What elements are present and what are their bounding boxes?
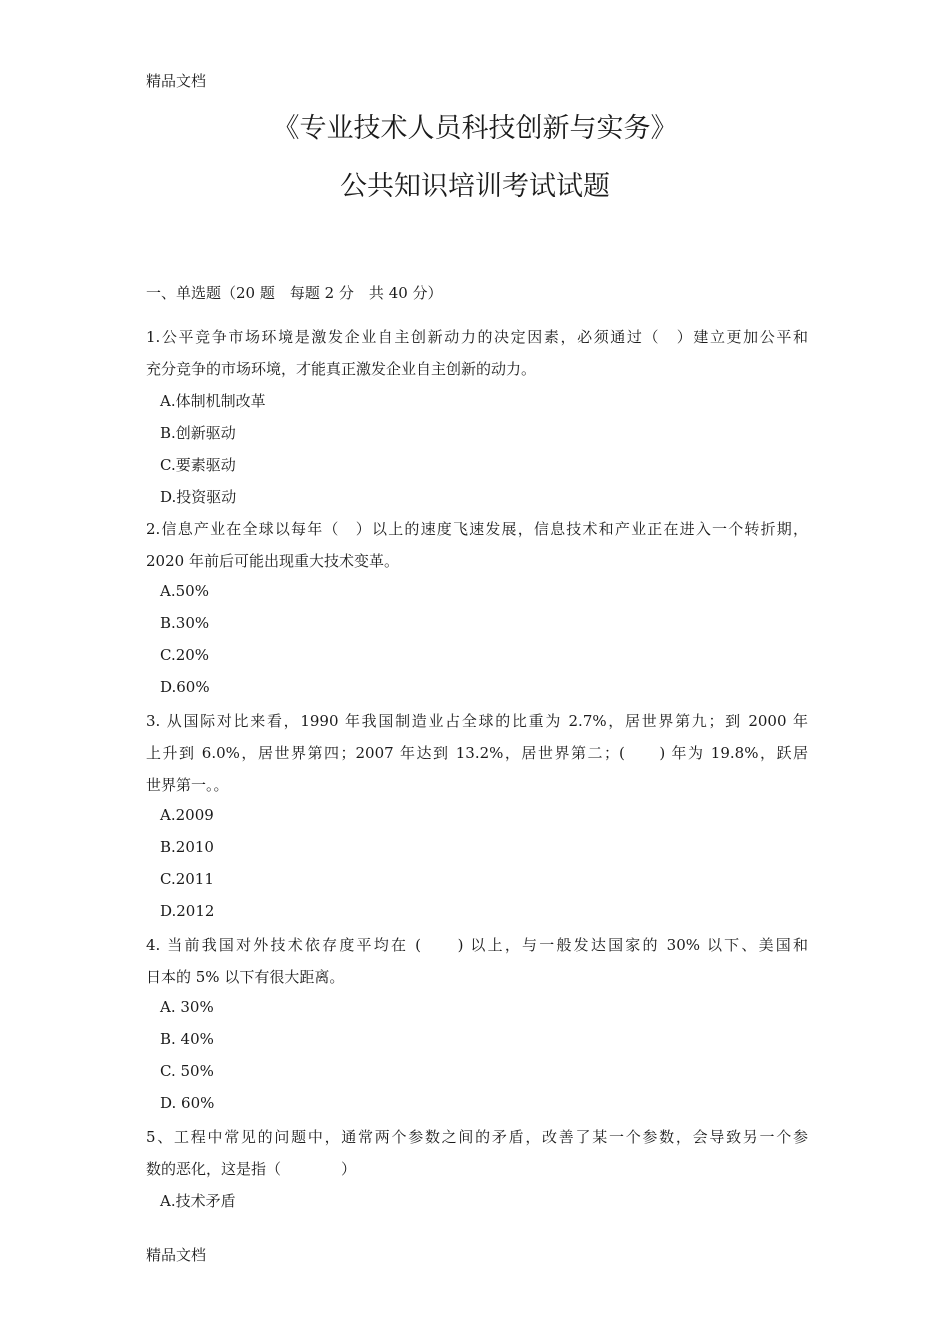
question-1-line-2: 充分竞争的市场环境，才能真正激发企业自主创新的动力。 (146, 360, 537, 378)
question-5-line-1: 5、工程中常见的问题中，通常两个参数之间的矛盾，改善了某一个参数，会导致另一个参 (146, 1128, 808, 1146)
question-4-option-d: D. 60% (160, 1094, 215, 1112)
question-1-option-a: A.体制机制改革 (160, 392, 266, 410)
question-1-option-b: B.创新驱动 (160, 424, 236, 442)
question-2-line-1: 2.信息产业在全球以每年（ ）以上的速度飞速发展，信息技术和产业正在进入一个转折期， (146, 520, 808, 538)
question-5-line-2: 数的恶化，这是指（ ） (146, 1160, 357, 1178)
question-4-line-2: 日本的 5% 以下有很大距离。 (146, 968, 345, 986)
question-2-option-d: D.60% (160, 678, 210, 696)
document-title: 《专业技术人员科技创新与实务》 (272, 113, 678, 144)
question-3-option-c: C.2011 (160, 870, 214, 888)
question-2-option-a: A.50% (160, 582, 209, 600)
page-footer: 精品文档 (146, 1246, 207, 1264)
page-header: 精品文档 (146, 72, 207, 90)
question-1-line-1: 1.公平竞争市场环境是激发企业自主创新动力的决定因素，必须通过（ ）建立更加公平和 (146, 328, 808, 346)
question-3-option-b: B.2010 (160, 838, 214, 856)
question-2-option-c: C.20% (160, 646, 210, 664)
question-3-option-a: A.2009 (160, 806, 214, 824)
question-1-option-c: C.要素驱动 (160, 456, 236, 474)
document-subtitle: 公共知识培训考试试题 (340, 171, 610, 202)
question-3-line-1: 3. 从国际对比来看，1990 年我国制造业占全球的比重为 2.7%，居世界第九；到 2000 年 (146, 712, 808, 730)
question-2-option-b: B.30% (160, 614, 210, 632)
question-4-option-c: C. 50% (160, 1062, 214, 1080)
question-4-line-1: 4. 当前我国对外技术依存度平均在 ( ) 以上，与一般发达国家的 30% 以下、美国和 (146, 936, 808, 954)
question-3-option-d: D.2012 (160, 902, 215, 920)
section-heading: 一、单选题（20 题 每题 2 分 共 40 分） (146, 284, 443, 302)
question-3-line-3: 世界第一。。 (146, 776, 229, 794)
question-4-option-a: A. 30% (160, 998, 214, 1016)
question-1-option-d: D.投资驱动 (160, 488, 237, 506)
question-2-line-2: 2020 年前后可能出现重大技术变革。 (146, 552, 399, 570)
question-3-line-2: 上升到 6.0%，居世界第四；2007 年达到 13.2%，居世界第二；( ) 年为 19.8%，跃居 (146, 744, 808, 762)
question-5-option-a: A.技术矛盾 (160, 1192, 236, 1210)
question-4-option-b: B. 40% (160, 1030, 214, 1048)
